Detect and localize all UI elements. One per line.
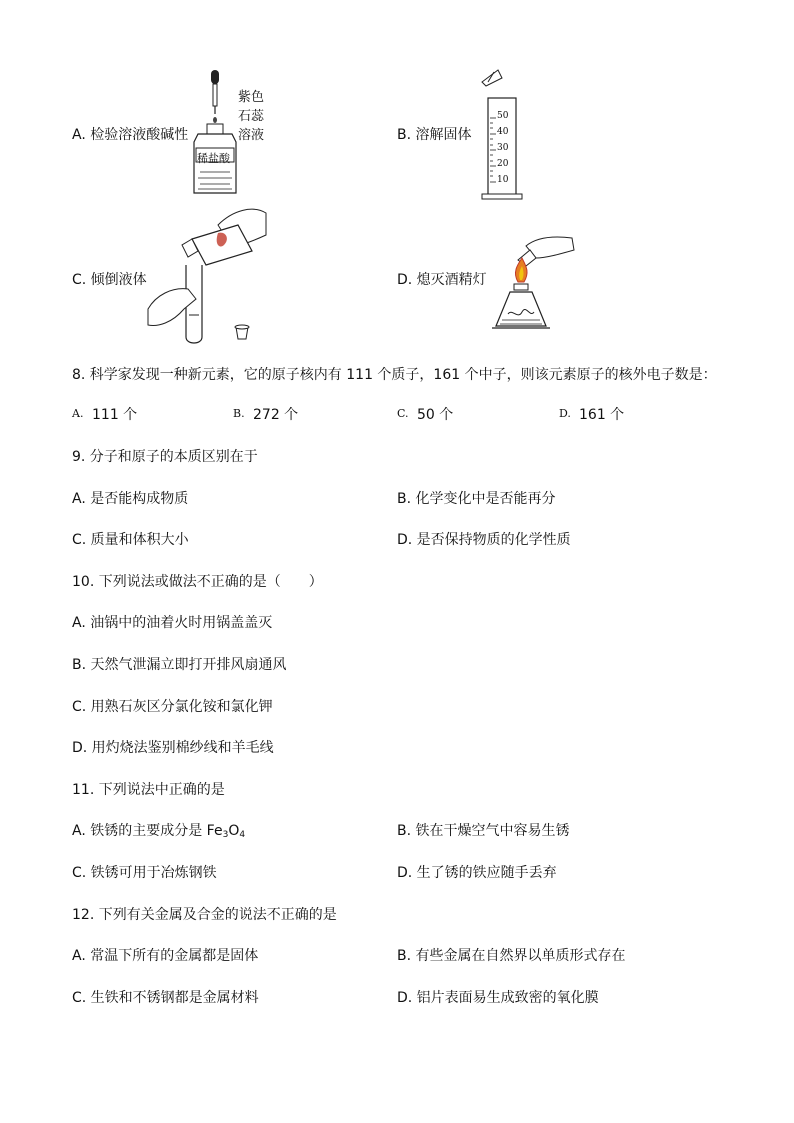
- q11-option-a-sub2: 4: [239, 830, 246, 840]
- q8-option-d[interactable]: 161 个: [579, 407, 625, 423]
- q12-option-c[interactable]: C. 生铁和不锈钢都是金属材料: [72, 990, 259, 1006]
- figure-a-bottle-label: 稀盐酸: [197, 152, 230, 165]
- figure-b-scale-30: 30: [497, 143, 509, 153]
- q10-option-b[interactable]: B. 天然气泄漏立即打开排风扇通风: [72, 657, 287, 673]
- figure-c-pouring-liquid: [148, 205, 273, 345]
- q7-option-b[interactable]: B. 溶解固体: [397, 127, 472, 143]
- figure-b-scale-20: 20: [497, 159, 509, 169]
- q11-option-c[interactable]: C. 铁锈可用于冶炼钢铁: [72, 865, 217, 881]
- q12-option-b[interactable]: B. 有些金属在自然界以单质形式存在: [397, 948, 626, 964]
- q11-option-b[interactable]: B. 铁在干燥空气中容易生锈: [397, 823, 570, 839]
- q8-option-a-letter: A.: [72, 407, 84, 420]
- q9-stem: 9. 分子和原子的本质区别在于: [72, 449, 258, 465]
- q8-option-b-letter: B.: [233, 407, 245, 420]
- figure-b-scale-50: 50: [497, 111, 509, 121]
- figure-a-dropper-label-1: 紫色: [238, 90, 265, 105]
- figure-b-scale-10: 10: [497, 175, 509, 185]
- q7-option-a[interactable]: A. 检验溶液酸碱性: [72, 127, 189, 143]
- q9-option-d[interactable]: D. 是否保持物质的化学性质: [397, 532, 571, 548]
- q10-stem: 10. 下列说法或做法不正确的是（ ）: [72, 574, 323, 590]
- figure-b-scale-40: 40: [497, 127, 509, 137]
- figure-a-dropper-bottle: [190, 68, 280, 198]
- q10-option-d[interactable]: D. 用灼烧法鉴别棉纱线和羊毛线: [72, 740, 274, 756]
- q8-option-c-letter: C.: [397, 407, 409, 420]
- q11-stem: 11. 下列说法中正确的是: [72, 782, 225, 798]
- q11-option-a-text: A. 铁锈的主要成分是 Fe: [72, 823, 223, 839]
- figure-d-alcohol-lamp: [490, 232, 580, 344]
- figure-a-dropper-label-2: 石蕊: [238, 109, 265, 124]
- q10-option-a[interactable]: A. 油锅中的油着火时用锅盖盖灭: [72, 615, 273, 631]
- q11-option-d[interactable]: D. 生了锈的铁应随手丢弃: [397, 865, 557, 881]
- q12-option-d[interactable]: D. 铝片表面易生成致密的氧化膜: [397, 990, 599, 1006]
- q8-option-b[interactable]: 272 个: [253, 407, 299, 423]
- q9-option-b[interactable]: B. 化学变化中是否能再分: [397, 491, 556, 507]
- q7-option-c[interactable]: C. 倾倒液体: [72, 272, 147, 288]
- q8-stem: 8. 科学家发现一种新元素，它的原子核内有 111 个质子，161 个中子，则该元素原子的核外电子数是：: [72, 367, 717, 383]
- q9-option-c[interactable]: C. 质量和体积大小: [72, 532, 189, 548]
- q11-option-a-mid: O: [228, 823, 240, 839]
- q9-option-a[interactable]: A. 是否能构成物质: [72, 491, 189, 507]
- q7-option-d[interactable]: D. 熄灭酒精灯: [397, 272, 487, 288]
- q8-option-a[interactable]: 111 个: [92, 407, 138, 423]
- q11-option-a[interactable]: [72, 822, 245, 840]
- q12-option-a[interactable]: A. 常温下所有的金属都是固体: [72, 948, 259, 964]
- q12-stem: 12. 下列有关金属及合金的说法不正确的是: [72, 907, 337, 923]
- figure-a-dropper-label-3: 溶液: [238, 128, 265, 143]
- q8-option-d-letter: D.: [559, 407, 571, 420]
- q8-option-c[interactable]: 50 个: [417, 407, 454, 423]
- q10-option-c[interactable]: C. 用熟石灰区分氯化铵和氯化钾: [72, 699, 273, 715]
- q11-option-a-sub1: 3: [222, 830, 229, 840]
